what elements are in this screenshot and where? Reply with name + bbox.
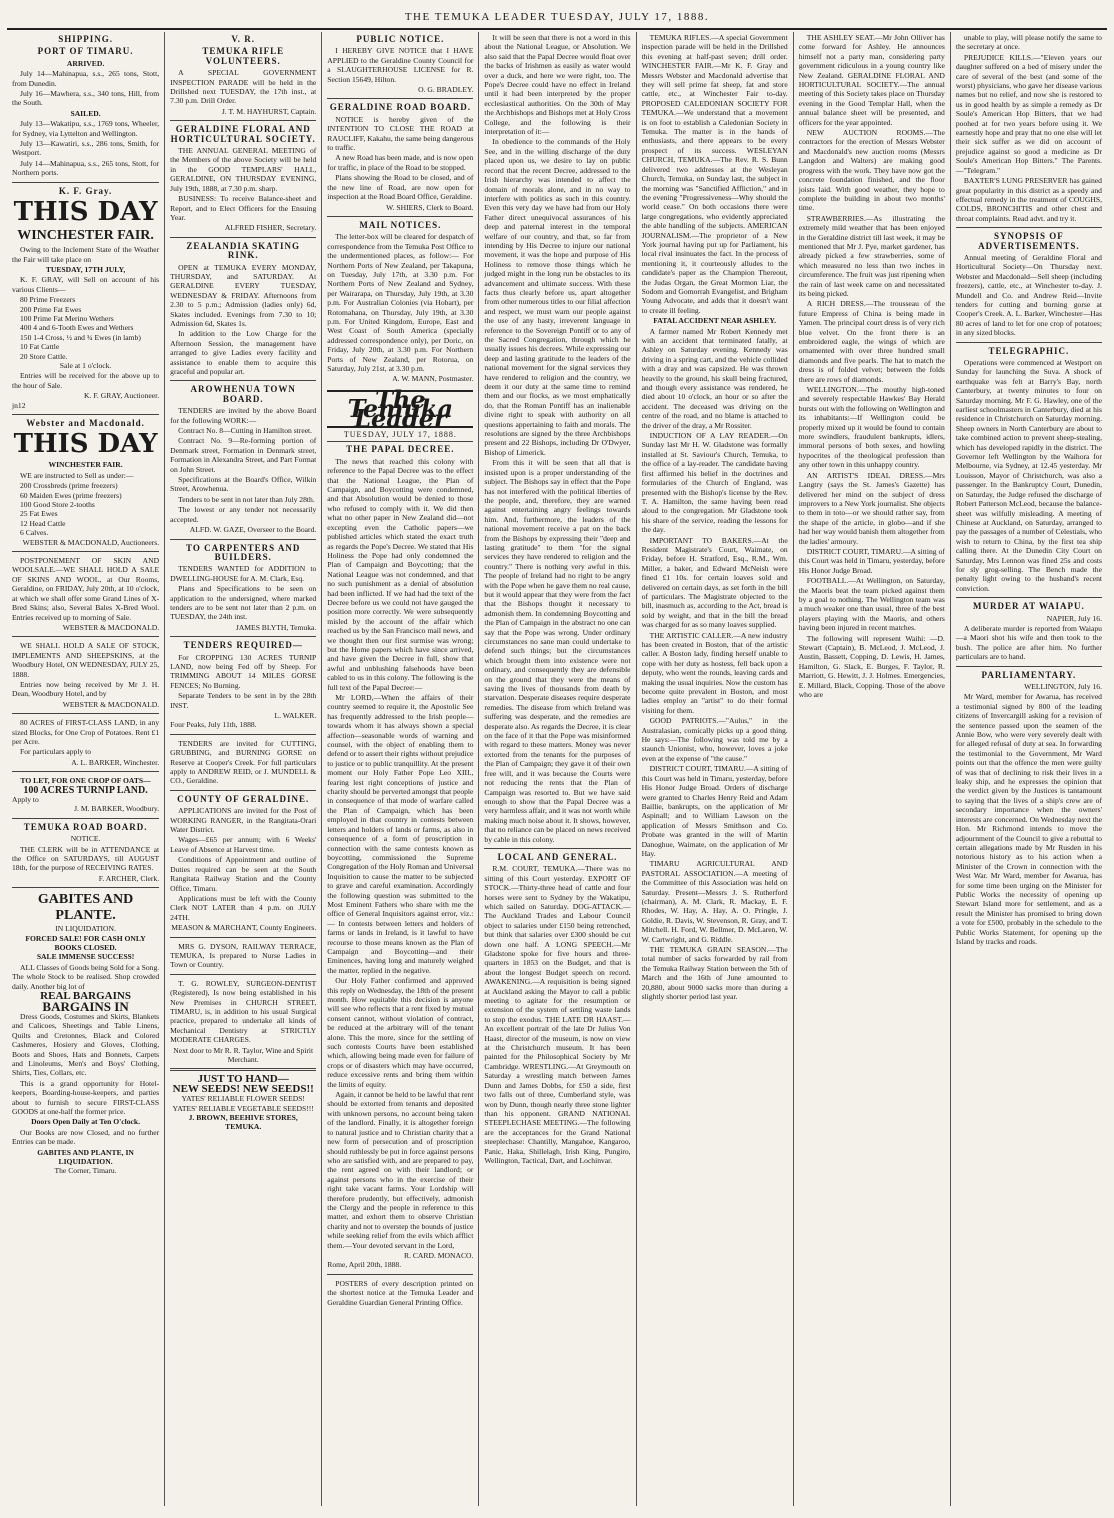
paragraph: A farmer named Mr Robert Kennedy met with an accident that terminated fatally, at Ashley on Saturday evening. Kennedy was driving in a spring cart, and the vehicle collided with a dray and was capsized. He was thrown heavily to the ground, his skull being fractured, and though every assistance was rendered, he died about 10 o'clock, an hour or so after the accident. The deceased was driving on the centre of the road, and no blame is attached to the driver of the dray, a Mr Rossiter. — [641, 326, 788, 430]
jm-barker-signature: J. M. BARKER, Woodbury. — [74, 804, 160, 814]
sailing-3: July 14—Mahinapua, s.s., 265 tons, Stott, for Northern ports. — [12, 158, 160, 178]
kf-gray-heading: K. F. Gray. — [58, 185, 113, 196]
tenders-sent: Tenders to be sent in not later than July 28th. — [178, 494, 315, 504]
acres-100-ad: 100 ACRES TURNIP LAND. — [23, 784, 148, 796]
parliamentary-heading: PARLIAMENTARY. — [981, 669, 1077, 680]
wm-stock-list — [12, 481, 159, 537]
paragraph: It will be seen that there is not a word in this about the National League, or Absolution. We also said that the Papal Decree would float over the backs of Irishmen as easily as water would over a duck, and here we were right, too. The Pope's Decree could have no effect in Ireland until it had been interpreted by the proper ecclesiastical authorities. On the 30th of May the Archbishops and Bishops met at Holy Cross College, and the following is their interpretation of it:— — [484, 33, 631, 137]
port-heading: PORT OF TIMARU. — [37, 46, 134, 57]
apply-text: Apply to — [12, 795, 39, 804]
yates-flower: YATES' RELIABLE FLOWER SEEDS! — [181, 1094, 305, 1104]
vr-heading: V. R. — [231, 34, 255, 44]
road-notice: NOTICE is hereby given of the INTENTION TO CLOSE THE ROAD at RAUCLIFF, Kakahu, the same being dangerous to traffic. — [327, 114, 474, 153]
logo-date: TUESDAY, JULY 17, 1888. — [327, 430, 473, 442]
kf-signature: K. F. GRAY, Auctioneer. — [84, 391, 160, 401]
mail-notices-heading: MAIL NOTICES. — [359, 219, 442, 230]
monaco-signature: R. CARD. MONACO. — [404, 1250, 474, 1260]
new-seeds: NEW SEEDS! NEW SEEDS!! — [172, 1082, 314, 1095]
archer-signature: F. ARCHER, Clerk. — [98, 873, 160, 883]
column-3 — [321, 32, 478, 1506]
dyson-ad: MRS G. DYSON, RAILWAY TERRACE, TEMUKA, Is prepared to Nurse Ladies in Town or Country. — [170, 941, 317, 970]
paragraph: IMPORTANT TO BAKERS.—At the Resident Magistrate's Court, Waimate, on Friday, before H. Stratford, Esq., R.M., Wm. Miller, a baker, and Edward McNeish were fined £1 10s. for certain loaves sold and delivered on certain days, as set forth in the bill of particulars. The Magistrate objected to the bill, inasmuch as, according to the Act, bread is sold by weight, and that in the bill the bread was charged for as so many loaves supplied. — [641, 535, 788, 630]
four-peaks: Four Peaks, July 11th, 1888. — [170, 720, 257, 730]
column-1 — [7, 32, 164, 1506]
stock-item: 20 Store Cattle. — [20, 351, 68, 361]
stock-item: 10 Fat Cattle — [20, 342, 60, 352]
county-heading: COUNTY OF GERALDINE. — [177, 793, 310, 804]
paragraph: Mr LORD,—When the affairs of their country seemed to require it, the Apostolic See has frequently addressed to the Irish people—towards whom it has always shown a special affection—seasonable words of warning and counsel, with the object of enabling them to defend or to assert their rights without prejudice to justice or to public tranquillity. At the present moment our Holy Father Pope Leo XIII., fearing lest right conceptions of justice and charity should be perverted amongst that people in consequence of that mode of warfare called the Plan of Campaign, which has been employed in that country in contests between letters and holders of lands or farms, as also in consequence of a form of proscription in connection with the same contests known as boycotting, commissioned the Supreme Congregation of the Holy Roman and Universal Inquisition to cause the matter to be subjected to grave and careful examination. Accordingly the following question was submitted to the Most Eminent Fathers who share with me the office of General Inquisitors against error, viz.:— In contests between letters and holders of farms or lands in Ireland, is it lawful to have recourse to those means known as the Plan of Campaign and Boycotting—and their Eminences, having long and maturely weighed the matter, replied in the negative. — [327, 693, 474, 975]
this-day-heading-2: THIS DAY — [13, 429, 158, 460]
notice-heading: NOTICE. — [70, 834, 101, 844]
stock-item: 100 Prime Fat Merino Wethers — [20, 313, 114, 323]
entries-2: Entries now being received by Mr J. H. Dean, Woodbury Hotel, and by — [12, 679, 160, 699]
stock-item: 100 Good Store 2-tooths — [20, 500, 95, 510]
paragraph: PREJUDICE KILLS.—"Eleven years our daughter suffered on a bed of misery under the care of several of the best (and some of the worst) physicians, who gave her disease various names but no relief, and now she is restored to us in good health by as simple a remedy as Dr Soule's American Hop Bitters, that we had poohed at for two years before using it. We earnestly hope and pray that no one else will let their sick suffer as we did on account of prejudice against so good a medicine as Dr Soule's American Hop Bitters." The Parents.—"Telegram." — [955, 52, 1102, 175]
paragraph: STRAWBERRIES.—As illustrating the extremely mild weather that has been enjoyed in the Geraldine district till last week, it may be mentioned that Mr J. Pye, market gardener, has already picked a few strawberries, some of which measured no less than two inches in circumference. The fruit was just ripening when the rain of last week came on and necessitated its being picked. — [798, 213, 945, 298]
tenders-required-heading: TENDERS REQUIRED— — [183, 640, 303, 651]
paragraph: TEMUKA RIFLES.—A special Government inspection parade will be held in the Drillshed this evening at half-past seven; drill order. WINCHESTER FAIR.—Mr K. F. Gray and Messrs Webster and Macdonald advertise that they will sell prime fat sheep, fat and store cattle, etc., at Winchester Fair to-day. PROPOSED CALEDONIAN SOCIETY FOR TEMUKA.—We understand that a movement is on foot to establish a Caledonian Society in Temuka. The matter is in the hands of enthusiasts, and there appears to be every prospect of its success. WESLEYAN CHURCH, TEMUKA.—The Rev. R. S. Bunn delivered two addresses at the Wesleyan Church, Temuka, on Sunday last, the subject in the morning was "Sanctified Affliction," and in the evening "Progressiveness—Why should the world cease." On both occasions there were large congregations, who evidently appreciated the able handling of the subjects. AMERICAN JOURNALISM.—The proprietor of a New York journal having put up for Parliament, his local rival insinuates the fact. In the process of mentioning it, it courteously alludes to the candidate's paper as the Champion Thereout, the Judas Organ, the Great Mormon Liar, the Sodom and Gomorrah Evangelist, and Brigham Young Advocate, and adds that it doesn't want to create ill feeling. — [641, 33, 788, 315]
wages-text: Wages—£65 per annum; with 6 Weeks' Leave of Absence at Harvest time. — [170, 835, 317, 854]
paragraph: R.M. COURT, TEMUKA.—There was no sitting of this Court yesterday. EXPORT OF STOCK.—Thirty-three head of cattle and four horses were sent to Sydney by the Wakatipu, which sailed on Saturday. DOG-ATTACK.—The Auckland Trades and Labour Council object to salaries under £150 being retrenched, but think that salaries over £300 should be cut down one half. A LONG SPEECH.—Mr Gladstone spoke for five hours and three-quarters in 1853 on the Budget, and that is about the longest Budget speech on record. AWAKENING.—A requisition is being signed at Auckland asking the Mayor to call a public meeting to agitate for the resumption or extension of the system of settling waste lands to stop the exodus. THE LATE DR HAAST.—An excellent portrait of the late Dr Julius Von Haast, director of the museum, is now on view at the Christchurch museum. It has been painted for the Philosophical Society by Mr Cambridge. WRESTLING.—At Greymouth on Saturday a wrestling match between James Dunn and James Dobbs, for £50 a side, first two falls out of three, Cumberland style, was won by Dunn, though nearly three stone lighter than his opponent. GRAND NATIONAL STEEPLECHASE MEETING.—The following are the acceptances for the Grand National steeplechase: Chantilly, Mangahoe, Kangaroo, Panic, Haka, Shillelagh, Irish King, Pungiro, Wellington, Tactical, Dart, and Lochinvar. — [484, 864, 631, 1165]
columns — [7, 32, 1107, 1506]
owing-text: Owing to the Inclement State of the Weather the Fair will take place on — [12, 245, 160, 264]
newspaper-page — [7, 6, 1107, 1506]
paragraph: Annual meeting of Geraldine Floral and Horticultural Society—On Thursday next. Webster and Macdonald—Sell sheep (including freezers), cattle, etc., at Winchester to-day. J. Mundell and Co. and Andrew Reid—Invite tenders for cutting and burning gorse at Cooper's Creek. A. L. Barker, Winchester—Has 80 acres of land to let for one crop of potatoes; in any sized blocks. — [955, 252, 1102, 338]
murder-heading: MURDER AT WAIAPU. — [973, 601, 1085, 612]
yates-vegetable: YATES' RELIABLE VEGETABLE SEEDS!!! — [172, 1103, 314, 1113]
chance-text: This is a grand opportunity for Hotel-keepers, Boarding-house-keepers, and parties about to furnish to secure FIRST-CLASS GOODS at one-half the former price. — [12, 1078, 160, 1116]
floral-heading: GERALDINE FLORAL AND HORTICULTURAL SOCIETY. — [170, 124, 316, 144]
paragraph: A RICH DRESS.—The trousseau of the future Empress of China is being made in Yamen. The principal court dress is of very rich blue velvet. On the front there is an embroidered eagle, the wings of which are ornamented with over three hundred small diamonds and five pearls. The hat to match the dress is of folded velvet; between the folds there are rows of diamonds. — [798, 299, 945, 384]
column-6 — [793, 32, 950, 1506]
conditions-text: Conditions of Appointment and outline of Duties required can be seen at the South Rangitata Railway Station and the County Office, Timaru. — [170, 855, 317, 893]
paragraph: NEW AUCTION ROOMS.—The contractors for the erection of Messrs Webster and Macdonald's new auction rooms (Messrs Langdon and Walters) are making good progress with the work. They have now got the concrete foundation finished, and the floor joists laid. With good weather, they hope to complete the building in about two months' time. — [798, 128, 945, 213]
annual-meeting: THE ANNUAL GENERAL MEETING of the Members of the above Society will be held in the GOOD TEMPLARS' HALL, GERALDINE, ON THURSDAY EVENING, July 19th, 1888, at 7.30 p.m. sharp. — [170, 146, 317, 193]
applications-text: APPLICATIONS are invited for the Post of WORKING RANGER, in the Rangitata-Orari Water District. — [170, 806, 317, 835]
fisher-signature: ALFRED FISHER, Secretary. — [224, 223, 317, 233]
winchester-fair-heading: WINCHESTER FAIR. — [17, 228, 154, 244]
paragraph: INDUCTION OF A LAY READER.—On Sunday last Mr H. W. Gladstone was formally installed at St. Saviour's Church, Temuka, to the office of a lay-reader. The candidate having first affirmed his belief in the doctrines and formularies of the Church of England, was presented with the Bishop's license by the Rev. T. A. Hamilton, the same having been read aloud to the congregation. Mr Gladstone took his share of the service, reading the lessons for the day. — [641, 431, 788, 535]
paragraph: THE ASHLEY SEAT.—Mr John Olliver has come forward for Ashley. He announces himself not a party man, considering party government ridiculous in a young country like New Zealand. GERALDINE FLORAL AND HORTICULTURAL SOCIETY.—The annual meeting of this Society takes place on Thursday evening in the Good Templar Hall, when the annual balance sheet will be presented, and officers for the year appointed. — [798, 33, 945, 127]
kf-sell-text: K. F. GRAY, will Sell on account of his various Clients— — [12, 275, 160, 294]
masthead-title: THE TEMUKA LEADER TUESDAY, JULY 17, 1888. — [404, 11, 710, 23]
paragraph: THE TEMUKA GRAIN SEASON.—The total number of sacks forwarded by rail from the Temuka Railway Station between the 5th of March and the 16th of June amounted to 20,880, about 9000 sacks more than during a slightly shorter period last year. — [641, 945, 788, 1002]
mail-text: The letter-box will be cleared for despatch of correspondence from the Temuka Post Office to the undermentioned places, as follow:— For Northern Ports of New Zealand, per Takapuna, on Tuesday, July 17th, at 3.30 p.m. For Northern Ports of New Zealand and Sydney, per Wairarapa, on Thursday, July 19th, at 3.30 p.m. For Australian Colonies (via Hobart), per Rotomahana, on Thursday, July 19th, at 3.30 p.m. For United Kingdom, Europe, East and West Coast of South America (specially addressed correspondence only), per Doric, on Friday, July 20th, at 3.30 p.m. For Northern Ports of New Zealand, per Rotorua, on Saturday, July 21st, at 3.30 p.m. — [327, 232, 474, 373]
tenders-grubbing: TENDERS are invited for CUTTING, GRUBBING, and BURNING GORSE on Reserve at Cooper's Creek. For full particulars apply to ANDREW REID, or J. MUNDELL & CO., Geraldine. — [170, 738, 317, 786]
paragraph: Our Holy Father confirmed and approved this reply on Wednesday, the 18th of the present month. How equitable this decision is anyone will see who reflects that a rent fixed by mutual consent cannot, without violation of contract, be reduced at the arbitrary will of the tenant alone. This the more, since for the settling of such contests Courts have been established which, allowing being made even for failure of crops or of disasters which may have occurred, reduce excessive rents and bring them within the limits of equity. — [327, 976, 474, 1089]
postponement-notice: POSTPONEMENT OF SKIN AND WOOLSALE.—WE SHALL HOLD A SALE OF SKINS AND WOOL, at Our Rooms, Geraldine, on FRIDAY, July 20th, at 10 o'clock, at which we shall offer some Grand Lines of X-Bred Skins; also, Several Bales X-Bred Wool. Entries received up to morning of Sale. — [12, 556, 160, 622]
paragraph: From this it will be seen that all that is insisted upon is a proper understanding of the subject. The Bishops say in effect that the Pope has not interfered with the political liberties of the people, and, therefore, they are warned against entertaining angry feelings towards him. And, furthermore, the leaders of the national movement receive a pat on the back from the Bishops by expressing their "deep and lasting gratitude" to them "for the signal services they have rendered to religion and the country." There is nothing very awful in this. The people of Ireland had no right to be angry with the Pope when he gave them no real cause, but it would appear that they were from the fact that the Bishops thought it necessary to admonish them. In condemning Boycotting and the Plan of Campaign in the abstract no one can say that the Pope was wrong. Under ordinary circumstances no sane man could undertake to defend such things; but the circumstances which brought them into existence were not ordinary, and consequently they are defensible on the ground that they were the means of saving the lives of thousands from death by starvation. Desperate diseases require desperate remedies. The disease from which Ireland was suffering was desperate, and the remedies are desperate also. As regards the Decree, it is clear on the face of it that the Pope was misinformed with regard to these matters. Money was never extorted from the tenants for the purposes of the Plan of Campaign; they gave it of their own free will, and it was because the Courts were not reducing the rents that the Plan of Campaign was resorted to. But we have said enough to show that the Papal Decree was a very harmless affair, and it was not worth while making much noise about it. It shows, however, that no reliance can be placed on news received by cable in this colony. — [484, 458, 631, 844]
paragraph: Again, it cannot be held to be lawful that rent should be extorted from tenants and deposited with unknown persons, no account being taken of the landlord. Finally, it is altogether foreign to natural justice and to Christian charity that a new form of persecution and of proscription should ruthlessly be put in force against persons who are satisfied with, and are prepared to pay, the rent agreed on with their landlord; or against persons who in the exercise of their right take vacant farms. Your Lordship will therefore prudently, but effectively, admonish the Clergy and the people in reference to this matter, and exhort them to observe Christian charity and not to overstep the bounds of justice while seeking relief from the evils which afflict them.—Your devoted servant in the Lord, — [327, 1090, 474, 1250]
tenders-invited: TENDERS are invited by the above Board for the following WORK:— — [170, 406, 317, 425]
doors-open: Doors Open Daily at Ten O'clock. — [31, 1117, 140, 1127]
shipping-heading: SHIPPING. — [58, 34, 113, 44]
wm-heading: Webster and Macdonald. — [26, 418, 145, 428]
gabites-signature: GABITES AND PLANTE, IN LIQUIDATION. — [37, 1147, 134, 1166]
books-closed: Our Books are now Closed, and no further Entries can be made. — [12, 1127, 160, 1147]
next-door: Next door to Mr R. R. Taylor, Wine and Spirit Merchant. — [173, 1045, 314, 1064]
sale-date: TUESDAY, 17TH JULY, — [45, 264, 126, 274]
paragraph: The following will represent Waihi: —D. Stewart (Captain), B. McLeod, J. McLeod, J. Austin, Bassett, Copping, D. Lewis, H. James, Hamilton, G. Slack, E. Burges, F. Taylor, R. Marriott, G. Hewitt, J. J. Holmes. Emergencies, E. Millard, Black, Copping. Those of the above who are — [798, 633, 945, 700]
stock-item: 400 4 and 6-Tooth Ewes and Wethers — [20, 323, 134, 333]
stock-item: 6 Calves. — [20, 528, 49, 538]
kf-stock-list — [12, 295, 159, 361]
paragraph: FOOTBALL.—At Wellington, on Saturday, the Maoris beat the team picked against them by a goal to nothing. The Wellington team was a much weaker one than usual, three of the best players playing with the Maoris, and others having been injured in recent matches. — [798, 576, 945, 633]
road-plans: Plans showing the Road to be closed, and of the new line of Road, are now open for inspection at the Road Board Office, Geraldine. — [327, 173, 474, 202]
paragraph: WELLINGTON.—The mouthy high-toned and severely respectable Hawkes' Bay Herald bursts out with the following on Wellington and its inhabitants:—If Wellington could be properly mixed up it would be found to contain more swindlers, fraudulent bankrupts, idlers, immoral persons of both sexes, and howling hypocrites of the theological profession than any other town in this unhappy country. — [798, 385, 945, 470]
builders-heading: TO CARPENTERS AND BUILDERS. — [186, 542, 301, 562]
parl-dateline: WELLINGTON, July 16. — [1024, 682, 1102, 691]
rome-date: Rome, April 20th, 1888. — [327, 1260, 402, 1270]
lowest-tender: The lowest or any tender not necessarily accepted. — [170, 505, 317, 524]
stock-item: 25 Fat Ewes — [20, 509, 58, 519]
entries-text: Entries will be received for the above up to the hour of Sale. — [12, 371, 160, 390]
new-road: A new Road has been made, and is now open for traffic, in place of the Road to be stopped. — [327, 153, 474, 172]
telegraphic-heading: TELEGRAPHIC. — [988, 345, 1070, 356]
blyth-signature: JAMES BLYTH, Temuka. — [235, 622, 317, 632]
mann-signature: A. W. MANN, Postmaster. — [392, 374, 474, 384]
winchester-fair-heading-2: WINCHESTER FAIR. — [48, 460, 123, 470]
paragraph: THE ARTISTIC CALLER.—A new industry has been created in Boston, that of the artistic caller. A Boston lady, finding herself unable to cope with her duty as hostess, fell back upon a deputy, who went the rounds, leaving cards and making the usual inquiries. Now the custom has become quite prevalent in Boston, and most ladies employ an "artist" to do their formal visiting for them. — [641, 630, 788, 715]
plans-text: Plans and Specifications to be seen on application to the undersigned, where marked tenders are to be sent not later than 2 p.m. on TUESDAY, the 24th inst. — [170, 584, 317, 622]
walker-signature: L. WALKER. — [274, 711, 317, 720]
specs-text: Specifications at the Board's Office, Wilkin Street, Arowhenua. — [170, 475, 317, 494]
column-5 — [636, 32, 793, 1506]
rowley-ad: T. G. ROWLEY, SURGEON-DENTIST (Registered), Is now being established in his New Premises in CHURCH STREET, TIMARU, is, in addition to his usual Surgical practice, prepared to undertake all kinds of Mechanical Dentistry at STRICTLY MODERATE CHARGES. — [170, 978, 317, 1045]
all-classes-text: ALL Classes of Goods being Sold for a Song. The whole Stock to be realised. Shop crowded daily. Another big lot of — [12, 962, 160, 991]
cropping-text: For CROPPING 130 ACRES TURNIP LAND, now being Fed off by Sheep. For TRIMMING ABOUT 14 MILES GORSE FENCES; No Burning. — [170, 652, 317, 690]
arrival-2: July 16—Mawhera, s.s., 340 tons, Hill, from the South. — [12, 89, 160, 108]
stock-item: 60 Maiden Ewes (prime freezers) — [20, 490, 122, 500]
skating-heading: ZEALANDIA SKATING RINK. — [186, 240, 301, 261]
public-notice-heading: PUBLIC NOTICE. — [356, 34, 445, 44]
immense-success: SALE IMMENSE SUCCESS! — [36, 952, 135, 962]
paragraph: DISTRICT COURT, TIMARU.—A sitting of this Court was held in Timaru, yesterday, before His Honor Judge Broad. — [798, 546, 945, 575]
clerk-notice: THE CLERK will be in ATTENDANCE at the Office on SATURDAYS, till AUGUST 18th, for the purpose of RECEIVING RATES. — [12, 844, 160, 873]
arrived-heading: ARRIVED. — [66, 58, 105, 68]
wm-signature-2: WEBSTER & MACDONALD. — [62, 622, 160, 632]
particulars-text: For particulars apply to — [20, 747, 92, 757]
paragraph: BAXTER'S LUNG PRESERVER has gained great popularity in this district as a speedy and effectual remedy in the treatment of COUGHS, COLDS, BRONCHITIS and other chest and throat complaints. Read advt. and try it. — [955, 176, 1102, 223]
paragraph: AN ARTIST'S IDEAL DRESS.—Mrs Langtry (says the St. James's Gazette) has delivered her mind on the subject of dress improvers to a New York journalist. She objects to them in toto—or we should rather say, from the shape of the article, in globo—and if she had her way would banish them altogether from the ladies' armoury. — [798, 470, 945, 546]
meason-signature: MEASON & MARCHANT, County Engineers. — [171, 923, 317, 933]
wm-signature-3: WEBSTER & MACDONALD. — [62, 699, 160, 709]
corner-text: The Corner, Timaru. — [54, 1166, 117, 1176]
just-to-hand: JUST TO HAND— — [197, 1073, 289, 1086]
addition-text: In addition to the Low Charge for the Afternoon Session, the management have arranged to give Ladies every facility and assistance to enable them to acquire this graceful and popular art. — [170, 329, 317, 376]
papal-heading: THE PAPAL DECREE. — [346, 444, 455, 455]
ref-code: jn12 — [12, 400, 26, 410]
contract-1: Contract No. 8—Cutting in Hamilton street. — [178, 426, 313, 436]
arowhenua-heading: AROWHENUA TOWN BOARD. — [190, 384, 296, 404]
stock-item: 150 1-4 Cross, ½ and ¾ Ewes (in lamb) — [20, 332, 141, 342]
stock-item: 80 Prime Freezers — [20, 295, 76, 305]
forced-sale: FORCED SALE! FOR CASH ONLY BOOKS CLOSED. — [25, 933, 146, 953]
rifle-heading: TEMUKA RIFLE VOLUNTEERS. — [202, 46, 285, 66]
open-text: OPEN at TEMUKA EVERY MONDAY, THURSDAY, and SATURDAY. At GERALDINE EVERY TUESDAY, WEDNESDAY & FRIDAY. Afternoons from 2.30 to 5 p.m.; Admission (ladies only) 6d, Skates included. Evenings from 7.30 to 10; Admission 6d, Skates 1s. — [170, 262, 317, 328]
real-bargains: REAL BARGAINS — [40, 990, 131, 1003]
paragraph: unable to play, will please notify the same to the secretary at once. — [955, 33, 1102, 52]
arrival-1: July 14—Mahinapua, s.s., 265 tons, Stott, from Dunedin. — [12, 69, 160, 88]
shiers-signature: W. SHIERS, Clerk to Board. — [386, 202, 474, 212]
bradley-notice: I HEREBY GIVE NOTICE that I HAVE APPLIED to the Geraldine County Council for a SLAUGHTERHOUSE LICENSE for R. Section 15649, Hilton. — [327, 46, 474, 84]
synopsis-heading: SYNOPSIS OF ADVERTISEMENTS. — [978, 231, 1080, 251]
brown-signature: J. BROWN, BEEHIVE STORES, TEMUKA. — [188, 1113, 298, 1132]
paragraph: In obedience to the commands of the Holy See, and in the willing discharge of the duty placed upon us, we desire to lay on public record that the recent Decree, addressed to the Irish hierarchy was intended to affect the domain of morals alone, and in no way to interfere with politics as such in this country. Even this very day we have had from our Holy Father direct unequivocal assurances of his deep and paternal interest in the temporal welfare of our country, and that, so far from intending by His Decree to injure our national movement, it was the hope and purpose of His Holiness to remove those things which he judged might in the long run be obstacles to its advancement and ultimate success. With these facts thus clearly before us, apart altogether from other numerous titles to our filial affection and respect, we must warn our people against the use of any hasty, irreverent language in reference to the Sovereign Pontiff or to any of the Sacred Congregation, through which he usually issues his decrees. While expressing our deep and lasting gratitude to the leaders of the national movement for the signal services they have rendered to religion and the country, we deem it our duty at the same time to remind them and our flocks, as we most emphatically do, that the Roman Pontiff has an inalienable divine right to speak with authority on all questions appertaining to faith and morals. The resolutions are signed by the three Archbishops present and 22 Bishops, including Dr O'Dwyer, Bishop of Limerick. — [484, 137, 631, 457]
road-board-heading: TEMUKA ROAD BOARD. — [23, 821, 148, 832]
paragraph: DISTRICT COURT, TIMARU.—A sitting of this Court was held in Timaru, yesterday, before His Honor Judge Broad. Orders of discharge were granted to Charles Henry Reid and Adam Baillie, bankrupts, on the application of Mr Aspinall; and to William Lawson on the application of Messrs Smithson and Co. Probate was granted in the will of Martin Danoghue, Waimate, on the application of Mr Hay. — [641, 764, 788, 858]
separate-text: Separate Tenders to be sent in by the 28th INST. — [170, 691, 317, 710]
goods-list: Dress Goods, Costumes and Skirts, Blankets and Calicoes, Sheetings and Table Linens, Quilts and Cretonnes, Black and Colored Cashmeres, Hosiery and Gloves, Clothing, Boots and Shoes, Hats and Bonnets, Carpets and Linoleums, Men's and Boys' Clothing, Shirts, Ties, Collars, etc. — [12, 1011, 160, 1078]
sailing-1: July 13—Wakatipu, s.s., 1769 tons, Wheeler, for Sydney, via Lyttelton and Wellington. — [12, 119, 160, 138]
column-4 — [478, 32, 635, 1506]
road-board-heading-2: GERALDINE ROAD BOARD. — [329, 102, 471, 113]
left-text: Applications must be left with the County Clerk NOT LATER than 4 p.m. on JULY 24TH. — [170, 893, 317, 922]
this-day-heading: THIS DAY — [13, 197, 158, 228]
liquidation-heading: IN LIQUIDATION. — [55, 924, 116, 934]
to-let-heading: TO LET, FOR ONE CROP OF OATS— — [20, 776, 151, 786]
acres-80-ad: 80 ACRES of FIRST-CLASS LAND, in any sized Blocks, for One Crop of Potatoes. Rent £1 per Acre. — [12, 718, 160, 746]
column-2 — [164, 32, 321, 1506]
sailing-2: July 13—Kawatiri, s.s., 286 tons, Smith, for Westport. — [12, 139, 160, 158]
woodbury-sale-notice: WE SHALL HOLD A SALE OF STOCK, IMPLEMENTS AND SHEEPSKINS, at the Woodbury Hotel, ON WEDNESDAY, JULY 25, 1888. — [12, 641, 160, 679]
newspaper-logo: The Temuka Leader — [327, 390, 473, 428]
stock-item: 200 Crossbreds (prime freezers) — [20, 481, 118, 491]
contract-2: Contract No. 9—Re-forming portion of Denmark street, Formation in Denmark street, Formation in Alexandra Street, and Part Format on John Street. — [170, 436, 317, 474]
paragraph: TIMARU AGRICULTURAL AND PASTORAL ASSOCIATION.—A meeting of the Committee of this Association was held on Saturday. Present—Messrs J. S. Rutherford (chairman), A. M. Clark, R. Mackay, E. F. Rhodes, W. Hay, A. Hay, A. O. Pringle, J. Goldie, R. Davis, W. Stevenson, R. Gray, and T. Mitchell. H. Ford, W. Bellmer, D. McLaren, W. W. Cartwright, and G. Riddle. — [641, 859, 788, 944]
paragraph: GOOD PATRIOTS.—"Aulus," in the Australasian, comically picks up a good thing. He says:—The following was told me by a staunch Unionist, who, however, loves a joke even at the expense of "the cause." — [641, 716, 788, 763]
special-parade: A SPECIAL GOVERNMENT INSPECTION PARADE will be held in the Drillshed next TUESDAY, the 17th inst., at 7.30 p.m. Drill Order. — [170, 68, 317, 106]
gaze-signature: ALFD. W. GAZE, Overseer to the Board. — [189, 525, 317, 535]
wm-signature: WEBSTER & MACDONALD, Auctioneers. — [22, 537, 160, 547]
column-7 — [950, 32, 1107, 1506]
fatal-heading: FATAL ACCIDENT NEAR ASHLEY. — [653, 316, 777, 326]
papal-article — [327, 457, 473, 1250]
sale-clock: Sale at 1 o'clock. — [59, 360, 112, 370]
paragraph: Mr Ward, member for Awarua, has received a testimonial signed by 800 of the leading citizens of Invercargill asking for a revision of the sentence passed upon the seamen of the Annie Bow, who were very severely dealt with for alleged refusal of duty at sea. In forwarding the testimonial to the Government, Mr Ward points out that the offence the men were guilty of was that of declining to risk their lives in a leaky ship, and he expresses the opinion that the verdict given by the Justices is tantamount to saying that the lives of a ship's crew are of secondary importance when the owners' interests are concerned. On Wednesday next the Hon. Mr Richmond intends to move the adjournment of the Council to give a rebuttal to certain allegations made by Mr Rusden in his notorious history as to his action when a Minister of the Crown in connection with the West War. Mr Ward, member for Awarua, has for some time been urging on the Minister for Public Works the necessity of opening up Stewart Island more for settlement, and as a result the Minister has promised to bring down a vote for £500, probably in the schedule to the Public Works Statement, for opening up the Island by tracks and roads. — [955, 692, 1102, 946]
stock-item: 200 Prime Fat Ewes — [20, 304, 82, 314]
bradley-signature: O. G. BRADLEY. — [418, 85, 474, 95]
wm-instructed: WE are instructed to Sell as under:— — [20, 470, 134, 480]
tenders-dwelling: TENDERS WANTED for ADDITION to DWELLING-HOUSE for A. M. Clark, Esq. — [170, 564, 317, 583]
paragraph: Operations were commenced at Westport on Sunday for launching the Suva. A shock of earthquake was felt at Barry's Bay, north Canterbury, at twenty minutes to four on Saturday morning. Mr F. G. Hawley, one of the earliest schoolmasters in Canterbury, died at his residence in Christchurch on Saturday morning. Sheep owners in North Canterbury are about to take combined action to prevent sheep-stealing, which has developed rapidly in the district. The Governor left Wellington by the Waihora for Melbourne, via Sydney, at 12.45 yesterday. Mr Louisson, Mayor of Christchurch, was also a passenger. In the Bankruptcy Court, Dunedin, on Saturday, the Judge refused the discharge of Robert Patterson McLeod, because the balance-sheet was wilfully misleading. A meeting of Chinese at Auckland, on Saturday, arranged to pay the passages of a number of Celestials, who wish to return to China, by the first tea ship calling there. At the Dunedin City Court on Saturday, Mrs Lennon was fined 25s and costs for sly grog-selling. The Bench made the penalty light owing to the husband's recent conviction. — [955, 358, 1102, 593]
business-text: BUSINESS: To receive Balance-sheet and Report, and to Elect Officers for the Ensuing Year. — [170, 194, 317, 222]
local-heading: LOCAL AND GENERAL. — [497, 851, 618, 862]
masthead — [7, 6, 1107, 30]
printing-ad: POSTERS of every description printed on the shortest notice at the Temuka Leader and Geraldine Guardian General Printing Office. — [327, 1278, 474, 1307]
paragraph: A deliberate murder is reported from Waiapu—a Maori shot his wife and then took to the bush. The police are after him. No further particulars are to hand. — [955, 623, 1102, 662]
sailed-heading: SAILED. — [70, 108, 101, 118]
stock-item: 12 Head Cattle — [20, 518, 66, 528]
murder-dateline: NAPIER, July 16. — [1046, 613, 1102, 623]
barker-signature: A. L. BARKER, Winchester. — [71, 757, 160, 767]
paragraph: The news that reached this colony with reference to the Papal Decree was to the effect that the National League, the Plan of Campaign, and Boycotting were condemned, and that Absolution would be denied to those who refused to comply with it. We did then what no other paper in New Zealand did—not excepting even the Catholic papers—we published articles which stated the exact truth as regards the Pope's Decree. We stated that His Holiness the Pope had only condemned the Plan of Campaign and Boycotting; that the National League was not condemned, and that no such punishment as a denial of absolution had been inflicted. If we had had the text of the Decree before us we could not have gauged the position more correctly. We were subsequently misled by the account of the affair which reached us by the San Francisco mail news, and we thought then our first surmise was wrong; but the Home papers which have since arrived, and have given the Decree in full, show that awful and unblushing falsehoods have been cabled to us in this colony. The following is the full text of the Papal Decree:— — [327, 456, 474, 692]
hayhurst-signature: J. T. M. HAYHURST, Captain. — [221, 106, 317, 116]
bargains-in: BARGAINS IN — [42, 998, 129, 1014]
gabites-heading: GABITES AND PLANTE. — [37, 892, 134, 924]
